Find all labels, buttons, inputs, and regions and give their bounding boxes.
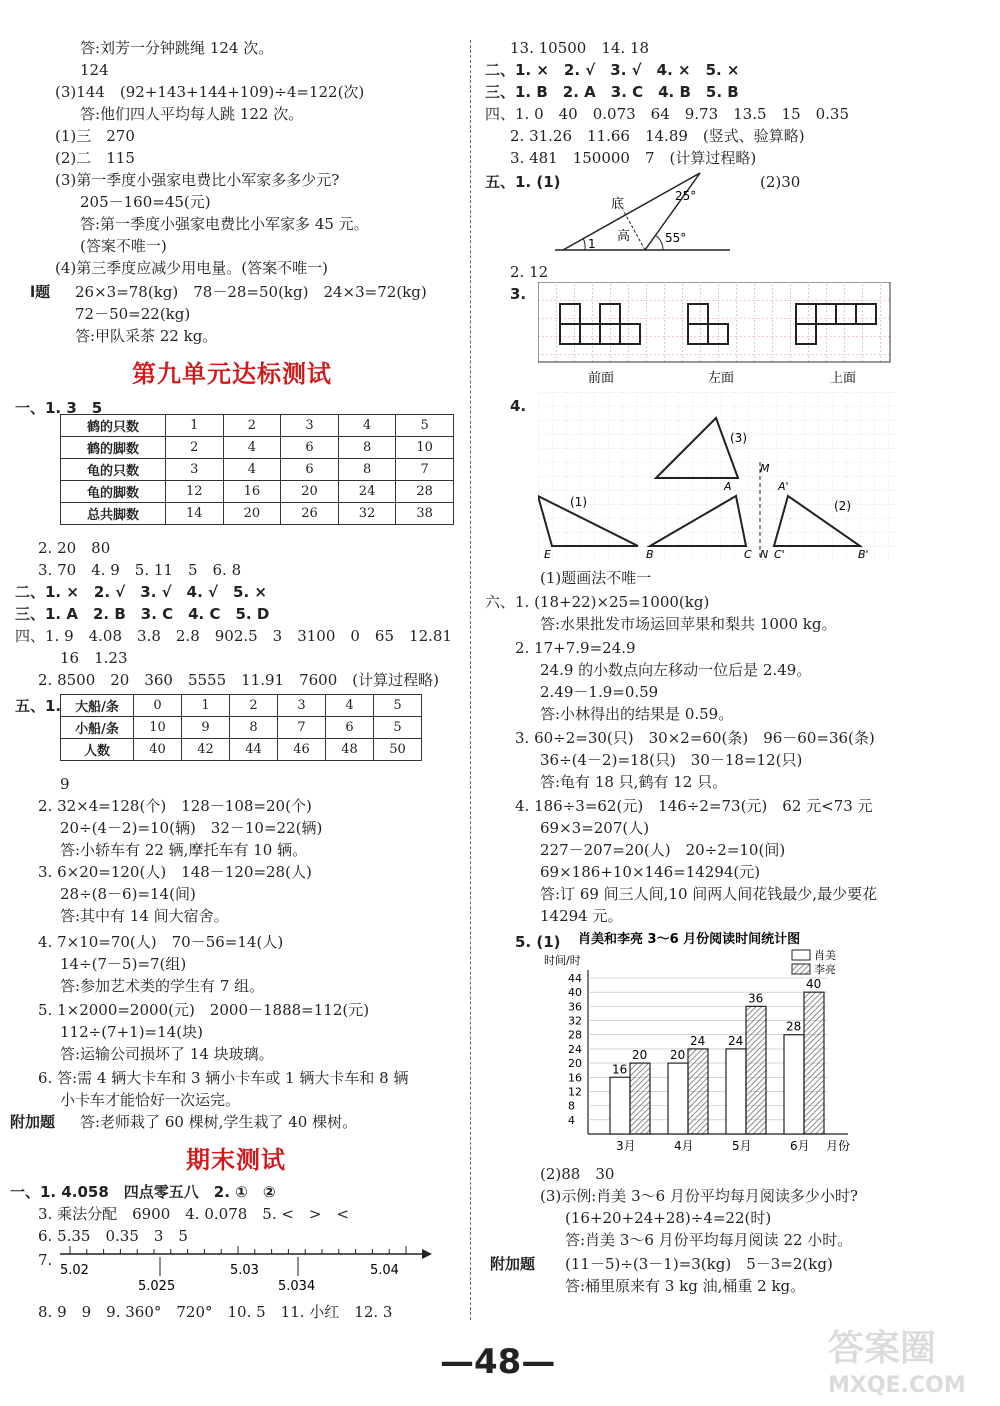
answer-line: 2. 31.26 11.66 14.89 (竖式、验算略) [510,127,805,145]
answer-line: 7. [38,1251,53,1269]
answer-line: (1)三 270 [55,127,135,145]
answer-line: 124 [80,61,109,79]
chart-bar [610,1077,630,1134]
answer-line: 3. 70 4. 9 5. 11 5 6. 8 [38,561,242,579]
chart-ytick-label: 20 [568,1057,582,1071]
answer-line: 9 [60,775,70,793]
table-cell: 4 [223,437,281,459]
chart-ytick-label: 32 [568,1014,582,1028]
answer-line: 3. [510,285,527,303]
triangle-label: 底 [611,197,625,212]
chart-data-label: 40 [806,977,822,992]
chart-xlabel: 月份 [826,1139,851,1153]
answer-line: 16 1.23 [60,649,128,667]
answer-line: 4. 186÷3=62(元) 146÷2=73(元) 62 元<73 元 [515,797,873,815]
table-cell: 6 [281,459,339,481]
answer-line: 答:水果批发市场运回苹果和梨共 1000 kg。 [540,615,837,633]
chart-data-label: 24 [728,1033,744,1048]
chart-data-label: 20 [632,1048,648,1063]
answer-line: 26×3=78(kg) 78－28=50(kg) 24×3=72(kg) [75,283,427,301]
table-cell: 46 [278,739,326,761]
row-header-cell: 鹤的脚数 [61,437,166,459]
answer-line: 13. 10500 14. 18 [510,39,650,57]
chart-xtick-label: 6月 [790,1139,810,1153]
chart-ytick-label: 24 [568,1042,582,1056]
chart-xtick-label: 3月 [616,1139,636,1153]
answer-line: 答:其中有 14 间大宿舍。 [60,907,229,925]
table-cell: 48 [326,739,374,761]
chart-bar [784,1035,804,1134]
table-cell: 4 [223,459,281,481]
table-cell: 6 [281,437,339,459]
chart-bar [746,1006,766,1134]
answer-line: 四、1. 9 4.08 3.8 2.8 902.5 3 3100 0 65 12.81 [15,627,452,645]
table-cell: 1 [182,695,230,717]
grid-label: (3) [730,431,747,445]
table-row [61,503,454,525]
number-line-label: 5.02 [60,1263,89,1278]
chart-ytick-label: 28 [568,1028,582,1042]
chart-ytick-label: 16 [568,1071,582,1085]
answer-line: (3)示例:肖美 3～6 月份平均每月阅读多少小时? [540,1187,858,1205]
table-cell: 1 [166,415,224,437]
answer-line: 2. 17+7.9=24.9 [515,639,636,657]
answer-line: 3. 60÷2=30(只) 30×2=60(条) 96－60=36(条) [515,729,875,747]
answer-line: 28÷(8－6)=14(间) [60,885,196,903]
answer-line: 69×186+10×146=14294(元) [540,863,761,881]
table-row [61,739,422,761]
answer-line: 2. 12 [510,263,549,281]
answer-line: 五、1. (1) [485,173,561,191]
chart-bar [688,1049,708,1134]
answer-line: 6. 5.35 0.35 3 5 [38,1227,188,1245]
answer-line: (4)第三季度应减少用电量。(答案不唯一) [55,259,328,277]
answer-line: 24.9 的小数点向左移动一位后是 2.49。 [540,661,812,679]
table-row [61,717,422,739]
triangle-label: 1 [588,237,596,251]
answer-line: 3. 481 150000 7 (计算过程略) [510,149,757,167]
answer-line: 答:龟有 18 只,鹤有 12 只。 [540,773,728,791]
chart-xtick-label: 4月 [674,1139,694,1153]
table-cell: 50 [374,739,422,761]
number-line-label: 5.03 [230,1263,259,1278]
answer-line: 227－207=20(人) 20÷2=10(间) [540,841,786,859]
boat-table [60,694,422,761]
row-header-cell: 总共脚数 [61,503,166,525]
table-cell: 16 [223,481,281,503]
chart-bar [630,1063,650,1134]
page-number: —48— [440,1342,556,1382]
row-header-cell: 龟的脚数 [61,481,166,503]
answer-line: 答:甲队采茶 22 kg。 [75,327,218,345]
view-label: 前面 [588,371,615,386]
table-cell: 8 [230,717,278,739]
chart-data-label: 28 [786,1019,802,1034]
answer-line: 一、1. 4.058 四点零五八 2. ① ② [10,1183,276,1201]
answer-line: 2. 8500 20 360 5555 11.91 7600 (计算过程略) [38,671,439,689]
grid-label: A [724,480,732,493]
answer-line: 14÷(7－5)=7(组) [60,955,187,973]
legend-label: 肖美 [814,949,836,962]
table-cell: 40 [134,739,182,761]
table-cell: 38 [396,503,454,525]
table-cell: 5 [374,695,422,717]
table-cell: 26 [281,503,339,525]
answer-line: 69×3=207(人) [540,819,650,837]
answer-line: 6. 答:需 4 辆大卡车和 3 辆小卡车或 1 辆大卡车和 8 辆 [38,1069,409,1087]
answer-line: 112÷(7+1)=14(块) [60,1023,203,1041]
number-line [60,1244,440,1294]
answer-line: (3)第一季度小强家电费比小军家多多少元? [55,171,340,189]
chart-ytick-label: 36 [568,1000,582,1014]
answer-line: 三、1. A 2. B 3. C 4. C 5. D [15,605,270,623]
answer-line: 答:他们四人平均每人跳 122 次。 [80,105,304,123]
triangle-label: 55° [665,231,687,245]
answer-line: 4. [510,397,527,415]
chart-bar [726,1049,746,1134]
chart-title: 肖美和李亮 3～6 月份阅读时间统计图 [578,932,801,947]
view-grid [538,282,890,362]
table-cell: 6 [326,717,374,739]
grid-label: E [544,548,551,561]
chart-ytick-label: 4 [568,1113,575,1127]
answer-line: 一、1. 3 5 [15,399,103,417]
answer-line: (11－5)÷(3－1)=3(kg) 5－3=2(kg) [565,1255,833,1273]
table-cell: 3 [281,415,339,437]
three-views-figure [538,282,900,388]
table-cell: 28 [396,481,454,503]
answer-line: 答:订 69 间三人间,10 间两人间花钱最少,最少要花 [540,885,878,903]
grid-label: C' [774,548,785,561]
legend-label: 李亮 [814,963,836,976]
answer-line: 答:肖美 3～6 月份平均每月阅读 22 小时。 [565,1231,853,1249]
table-cell: 0 [134,695,182,717]
answer-line: (答案不唯一) [80,237,167,255]
table-cell: 2 [230,695,278,717]
watermark-text: MXQE.COM [828,1373,966,1398]
table-cell: 8 [338,437,396,459]
grid-label: B' [858,548,869,561]
number-line-arrow [422,1249,432,1259]
answer-line: 2. 32×4=128(个) 128－108=20(个) [38,797,312,815]
table-cell: 20 [223,503,281,525]
chart-ytick-label: 12 [568,1085,582,1099]
bonus-label: 附加题 [10,1113,56,1131]
table-cell: 5 [374,717,422,739]
answer-line: 答:小林得出的结果是 0.59。 [540,705,734,723]
answer-line: (2)二 115 [55,149,135,167]
answer-line: 四、1. 0 40 0.073 64 9.73 13.5 15 0.35 [485,105,850,123]
grid-label: (1) [570,495,587,509]
row-header-cell: 鹤的只数 [61,415,166,437]
table-cell: 8 [338,459,396,481]
answer-line: 3. 6×20=120(人) 148－120=28(人) [38,863,312,881]
section-heading: 期末测试 [186,1146,286,1174]
triangle-label: 高 [617,229,631,244]
table-cell: 5 [396,415,454,437]
crane-turtle-table [60,414,454,525]
answer-line: 五、1. [15,697,62,715]
chart-ytick-label: 40 [568,986,582,1000]
answer-line: 2. 20 80 [38,539,111,557]
chart-ylabel: 时间/时 [544,954,581,967]
table-cell: 2 [223,415,281,437]
table-row [61,695,422,717]
chart-bar [804,992,824,1134]
answer-line: 14294 元。 [540,907,623,925]
answer-line: 答:小轿车有 22 辆,摩托车有 10 辆。 [60,841,308,859]
table-cell: 20 [281,481,339,503]
answer-line: (1)题画法不唯一 [540,569,652,587]
grid-label: C [744,548,752,561]
grid-label: M [760,462,770,475]
watermark-text: 答案圈 [828,1328,937,1369]
chart-xtick-label: 5月 [732,1139,752,1153]
answer-line: 三、1. B 2. A 3. C 4. B 5. B [485,83,739,101]
table-row [61,415,454,437]
answer-line: 小卡车才能恰好一次运完。 [60,1091,241,1109]
triangle-label: 25° [675,189,697,203]
answer-line: 答:桶里原来有 3 kg 油,桶重 2 kg。 [565,1277,806,1295]
table-cell: 12 [166,481,224,503]
table-cell: 3 [166,459,224,481]
row-header-cell: 龟的只数 [61,459,166,481]
answer-line: 205－160=45(元) [80,193,211,211]
answer-line: 4. 7×10=70(人) 70－56=14(人) [38,933,284,951]
table-row [61,437,454,459]
answer-line: 六、1. (18+22)×25=1000(kg) [485,593,710,611]
chart-ytick-label: 8 [568,1099,575,1113]
chart-ytick-label: 44 [568,972,582,985]
grid-label: (2) [834,499,851,513]
angle-arc [655,235,663,250]
table-cell: 7 [278,717,326,739]
table-cell: 7 [396,459,454,481]
chart-data-label: 16 [612,1062,628,1077]
watermark-logo [820,1320,990,1400]
grid-label: A' [778,480,789,493]
table-cell: 44 [230,739,278,761]
answer-line: 20÷(4－2)=10(辆) 32－10=22(辆) [60,819,323,837]
table-cell: 9 [182,717,230,739]
triangle-figure [555,168,735,258]
answer-line: 8. 9 9 9. 360° 720° 10. 5 11. 小红 12. 3 [38,1303,393,1321]
answer-line: 5. (1) [515,933,561,951]
table-cell: 42 [182,739,230,761]
chart-data-label: 20 [670,1048,686,1063]
answer-line: 36÷(4－2)=18(只) 30－18=12(只) [540,751,803,769]
chart-bar [668,1063,688,1134]
answer-line: 答:参加艺术类的学生有 7 组。 [60,977,265,995]
table-cell: 2 [166,437,224,459]
table-cell: 3 [278,695,326,717]
table-row [61,481,454,503]
row-header-cell: 小船/条 [61,717,134,739]
answer-line: (3)144 (92+143+144+109)÷4=122(次) [55,83,365,101]
legend-swatch [792,950,810,960]
grid-label: N [760,548,769,561]
table-row [61,459,454,481]
table-cell: 32 [338,503,396,525]
answer-line: 答:刘芳一分钟跳绳 124 次。 [80,39,274,57]
number-line-label: 5.034 [278,1279,316,1294]
table-cell: 14 [166,503,224,525]
answer-line: 二、1. × 2. √ 3. √ 4. × 5. × [485,61,740,79]
table-cell: 10 [396,437,454,459]
chart-data-label: 24 [690,1033,706,1048]
table-cell: 4 [338,415,396,437]
answer-line: 2.49－1.9=0.59 [540,683,659,701]
reading-time-chart [540,928,860,1160]
angle-arc [583,238,585,250]
answer-line: 二、1. × 2. √ 3. √ 4. √ 5. × [15,583,267,601]
chart-data-label: 36 [748,991,764,1006]
row-header-cell: 大船/条 [61,695,134,717]
table-cell: 24 [338,481,396,503]
section-heading: 第九单元达标测试 [132,360,332,388]
answer-line: 答:第一季度小强家电费比小军家多 45 元。 [80,215,369,233]
legend-swatch [792,964,810,974]
grid-label: B [646,548,654,561]
view-label: 左面 [708,371,735,386]
bonus-label: l题 [30,283,51,301]
answer-line: (2)30 [760,173,801,191]
row-header-cell: 人数 [61,739,134,761]
table-cell: 10 [134,717,182,739]
number-line-label: 5.04 [370,1263,399,1278]
answer-line: 答:运输公司损坏了 14 块玻璃。 [60,1045,274,1063]
answer-line: 答:老师栽了 60 棵树,学生栽了 40 棵树。 [80,1113,358,1131]
column-divider [470,40,471,1320]
transformation-grid [538,392,900,568]
answer-line: 72－50=22(kg) [75,305,191,323]
answer-line: (2)88 30 [540,1165,615,1183]
number-line-label: 5.025 [138,1279,176,1294]
answer-line: 5. 1×2000=2000(元) 2000－1888=112(元) [38,1001,370,1019]
answer-line: 3. 乘法分配 6900 4. 0.078 5. < > < [38,1205,350,1223]
view-label: 上面 [830,371,857,386]
answer-line: (16+20+24+28)÷4=22(时) [565,1209,772,1227]
bonus-label: 附加题 [490,1255,536,1273]
table-cell: 4 [326,695,374,717]
